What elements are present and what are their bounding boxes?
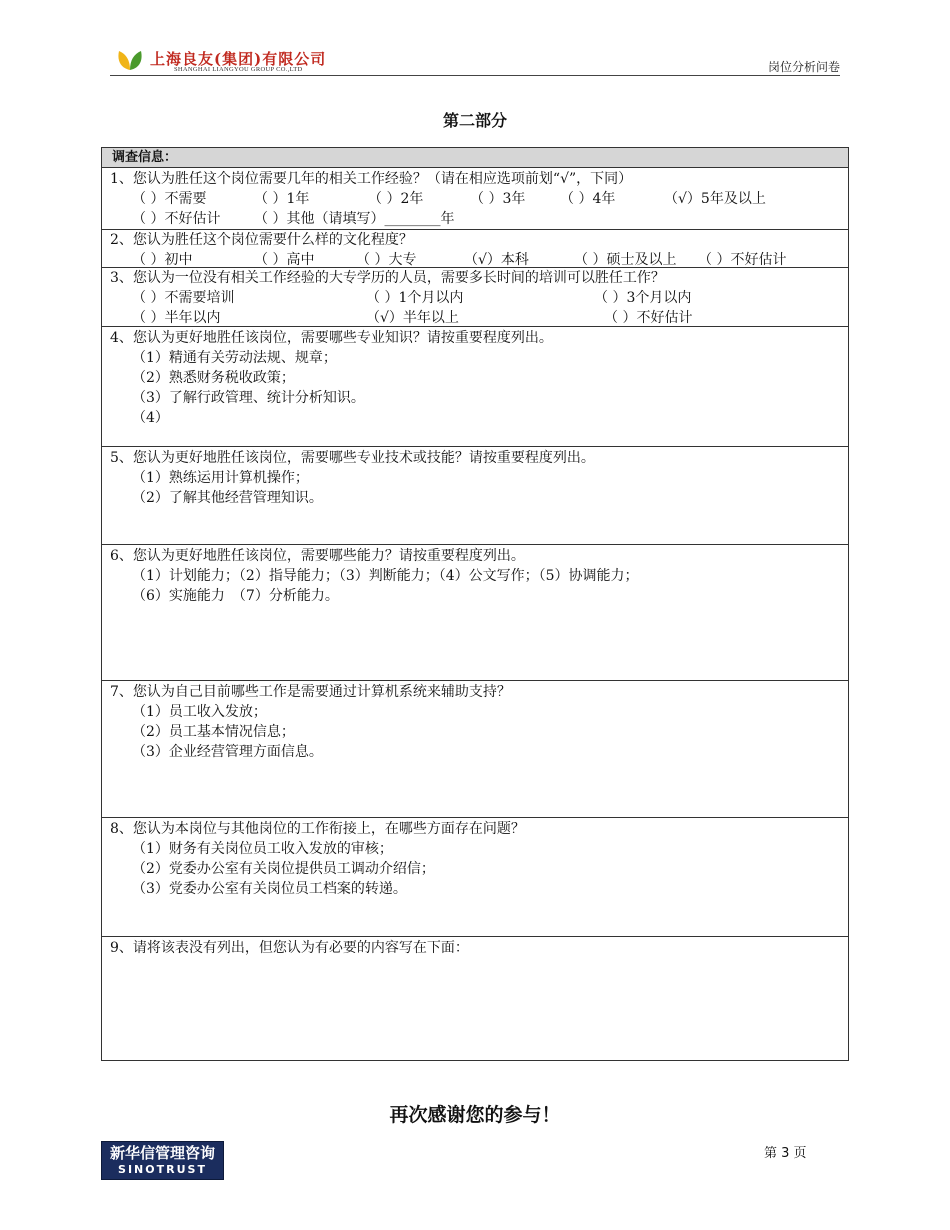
page-header	[110, 44, 840, 76]
question-6	[102, 544, 848, 680]
question-1-text: 1、您认为胜任这个岗位需要几年的相关工作经验？（请在相应选项前划“√”，下同）	[110, 171, 633, 187]
question-6-text: 6、您认为更好地胜任该岗位，需要哪些能力？请按重要程度列出。	[110, 548, 525, 564]
survey-table	[101, 147, 849, 1061]
answer-line: （1）员工收入发放；	[132, 704, 267, 720]
q3-option-unsure[interactable]: （ ）不好估计	[604, 310, 693, 326]
q2-option-junior-high[interactable]: （ ）初中	[132, 252, 193, 268]
company-name-en: SHANGHAI LIANGYOU GROUP CO.,LTD	[174, 66, 303, 73]
question-4-text: 4、您认为更好地胜任该岗位，需要哪些专业知识？请按重要程度列出。	[110, 330, 553, 346]
answer-line: （2）党委办公室有关岗位提供员工调动介绍信；	[132, 861, 435, 877]
question-3-text: 3、您认为一位没有相关工作经验的大专学历的人员，需要多长时间的培训可以胜任工作？	[110, 270, 665, 286]
sinotrust-logo-cn: 新华信管理咨询	[109, 1144, 215, 1162]
company-name-cn: 上海良友(集团)有限公司	[150, 50, 327, 68]
part-title: 第二部分	[442, 111, 507, 130]
q3-option-no-training[interactable]: （ ）不需要培训	[132, 290, 235, 306]
q2-option-master-plus[interactable]: （ ）硕士及以上	[574, 252, 677, 268]
answer-line: （1）熟练运用计算机操作；	[132, 470, 309, 486]
question-1	[102, 167, 848, 229]
q3-option-1month[interactable]: （ ）1个月以内	[366, 290, 464, 306]
answer-line: （3）了解行政管理、统计分析知识。	[132, 390, 365, 406]
q3-option-3months[interactable]: （ ）3个月以内	[594, 290, 692, 306]
answer-line: （1）计划能力；（2）指导能力；（3）判断能力；（4）公文写作；（5）协调能力；	[132, 568, 639, 584]
q3-option-half-year-within[interactable]: （ ）半年以内	[132, 310, 221, 326]
q1-option-1yr[interactable]: （ ）1年	[254, 191, 310, 207]
question-5-text: 5、您认为更好地胜任该岗位，需要哪些专业技术或技能？请按重要程度列出。	[110, 450, 595, 466]
answer-line: （2）熟悉财务税收政策；	[132, 370, 295, 386]
answer-line: （3）企业经营管理方面信息。	[132, 744, 323, 760]
answer-line: （1）财务有关岗位员工收入发放的审核；	[132, 841, 393, 857]
question-8-text: 8、您认为本岗位与其他岗位的工作衔接上，在哪些方面存在问题？	[110, 821, 525, 837]
question-9[interactable]	[102, 936, 848, 1060]
section-header: 调查信息：	[102, 148, 848, 167]
question-2	[102, 229, 848, 267]
liangyou-leaf-logo-icon	[116, 48, 144, 72]
q1-option-2yr[interactable]: （ ）2年	[368, 191, 424, 207]
q3-option-half-year-plus[interactable]: （√）半年以上	[366, 310, 459, 326]
question-4	[102, 326, 848, 446]
q1-option-3yr[interactable]: （ ）3年	[470, 191, 526, 207]
answer-line: （1）精通有关劳动法规、规章；	[132, 350, 337, 366]
q1-option-other[interactable]: （ ）其他（请填写）________年	[254, 211, 455, 227]
q1-option-4yr[interactable]: （ ）4年	[560, 191, 616, 207]
answer-line: （2）员工基本情况信息；	[132, 724, 295, 740]
document-title: 岗位分析问卷	[767, 60, 840, 74]
question-3	[102, 267, 848, 326]
question-5	[102, 446, 848, 544]
answer-line: （2）了解其他经营管理知识。	[132, 490, 323, 506]
q1-option-none[interactable]: （ ）不需要	[132, 191, 207, 207]
thanks-message: 再次感谢您的参与！	[389, 1104, 561, 1126]
sinotrust-logo	[101, 1141, 224, 1180]
answer-line: （3）党委办公室有关岗位员工档案的转递。	[132, 881, 407, 897]
q2-option-college[interactable]: （ ）大专	[356, 252, 417, 268]
question-2-text: 2、您认为胜任这个岗位需要什么样的文化程度？	[110, 232, 413, 248]
page-number: 第 3 页	[764, 1146, 807, 1161]
q1-option-5yr-plus[interactable]: （√）5年及以上	[664, 191, 766, 207]
answer-line: （4）	[132, 410, 169, 426]
question-8	[102, 817, 848, 936]
q2-option-unsure[interactable]: （ ）不好估计	[698, 252, 787, 268]
q1-option-unsure[interactable]: （ ）不好估计	[132, 211, 221, 227]
answer-line: （6）实施能力 （7）分析能力。	[132, 588, 339, 604]
q2-option-bachelor[interactable]: （√）本科	[464, 252, 529, 268]
q2-option-high-school[interactable]: （ ）高中	[254, 252, 315, 268]
question-7	[102, 680, 848, 817]
question-9-text: 9、请将该表没有列出，但您认为有必要的内容写在下面：	[110, 940, 469, 956]
question-7-text: 7、您认为自己目前哪些工作是需要通过计算机系统来辅助支持？	[110, 684, 511, 700]
sinotrust-logo-en: SINOTRUST	[118, 1163, 207, 1176]
